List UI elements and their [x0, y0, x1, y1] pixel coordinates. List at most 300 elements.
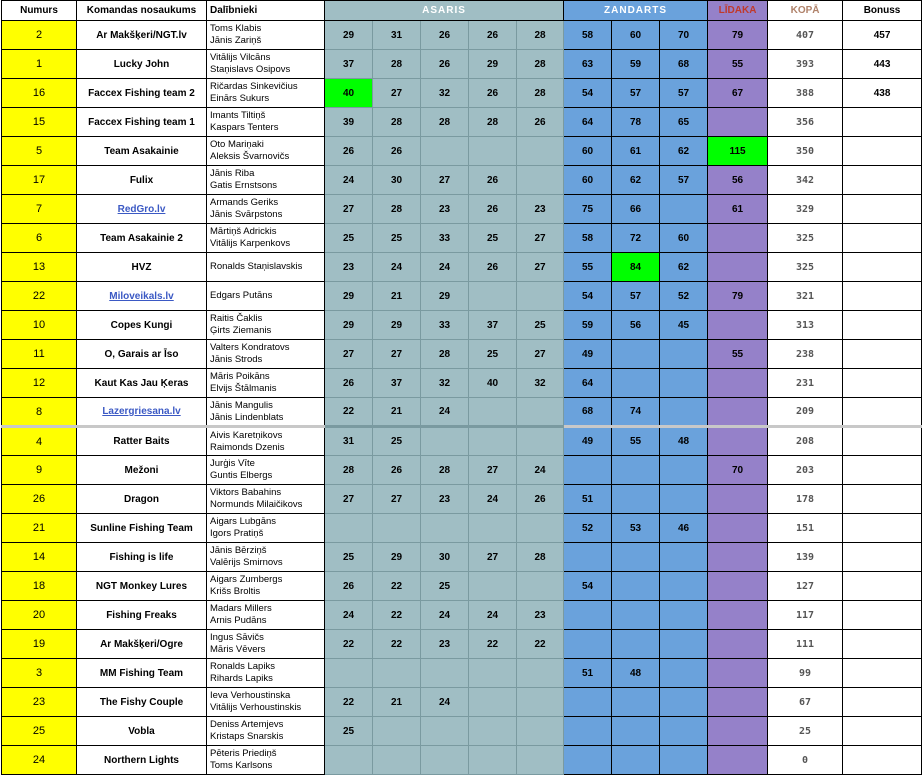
asaris-catch: 25: [469, 340, 517, 369]
lidaka-catch: [708, 601, 768, 630]
team-name-link[interactable]: Miloveikals.lv: [77, 282, 207, 311]
lidaka-catch: [708, 659, 768, 688]
zandarts-catch: [612, 601, 660, 630]
total-score: 111: [768, 630, 843, 659]
table-row: [2, 282, 922, 311]
team-name: O, Garais ar Īso: [77, 340, 207, 369]
zandarts-catch: 57: [660, 166, 708, 195]
asaris-catch: 26: [421, 21, 469, 50]
participant-name: Rihards Lapiks: [210, 673, 273, 684]
total-score: 313: [768, 311, 843, 340]
participant-name: Jurģis Vīte: [210, 458, 255, 469]
team-number: 1: [2, 50, 77, 79]
participants-cell: [207, 282, 325, 311]
asaris-catch: 25: [325, 543, 373, 572]
lidaka-catch: [708, 746, 768, 775]
team-name-link[interactable]: Lazergriesana.lv: [77, 398, 207, 427]
zandarts-catch: [660, 630, 708, 659]
table-row: [2, 514, 922, 543]
zandarts-catch: [660, 688, 708, 717]
participants-cell: [207, 21, 325, 50]
bonus-score: 443: [843, 50, 922, 79]
participants-cell: [207, 253, 325, 282]
team-name: Dragon: [77, 485, 207, 514]
zandarts-catch: [612, 572, 660, 601]
team-name: Faccex Fishing team 2: [77, 79, 207, 108]
zandarts-catch: 62: [612, 166, 660, 195]
bonus-score: [843, 659, 922, 688]
asaris-catch: 27: [373, 485, 421, 514]
asaris-catch: 24: [421, 688, 469, 717]
team-number: 12: [2, 369, 77, 398]
lidaka-catch: 55: [708, 50, 768, 79]
team-name: The Fishy Couple: [77, 688, 207, 717]
participants-cell: [207, 746, 325, 775]
asaris-catch: 29: [325, 282, 373, 311]
asaris-catch: 28: [373, 50, 421, 79]
zandarts-catch: 78: [612, 108, 660, 137]
participant-name: Viktors Babahins: [210, 487, 282, 498]
participant-name: Valters Kondratovs: [210, 342, 290, 353]
participant-name: Gatis Ernstsons: [210, 180, 278, 191]
zandarts-catch: 46: [660, 514, 708, 543]
zandarts-catch: 55: [564, 253, 612, 282]
asaris-catch: 28: [517, 79, 564, 108]
team-name: Copes Kungi: [77, 311, 207, 340]
zandarts-catch: 74: [612, 398, 660, 427]
zandarts-catch: 51: [564, 659, 612, 688]
asaris-catch: [517, 659, 564, 688]
participants-cell: [207, 311, 325, 340]
participant-name: Aigars Lubgāns: [210, 516, 277, 527]
team-name: NGT Monkey Lures: [77, 572, 207, 601]
asaris-catch: 24: [325, 166, 373, 195]
team-name: Ratter Baits: [77, 427, 207, 456]
participants-cell: [207, 340, 325, 369]
lidaka-catch: [708, 398, 768, 427]
zandarts-catch: 68: [564, 398, 612, 427]
zandarts-catch: [660, 601, 708, 630]
header-lidaka: LĪDAKA: [708, 1, 768, 21]
bonus-score: [843, 282, 922, 311]
asaris-catch: 24: [517, 456, 564, 485]
bonus-score: [843, 688, 922, 717]
team-number: 23: [2, 688, 77, 717]
participant-name: Madars Millers: [210, 603, 272, 614]
participant-name: Normunds Milaičikovs: [210, 499, 303, 510]
zandarts-catch: [660, 340, 708, 369]
table-row: [2, 79, 922, 108]
participant-name: Aleksis Švarnovičs: [210, 151, 290, 162]
asaris-catch: [469, 717, 517, 746]
zandarts-catch: [564, 543, 612, 572]
asaris-catch: [517, 514, 564, 543]
asaris-catch: 31: [373, 21, 421, 50]
participants-cell: [207, 166, 325, 195]
asaris-catch: 25: [373, 224, 421, 253]
table-row: [2, 572, 922, 601]
participants-cell: [207, 659, 325, 688]
asaris-catch: [469, 137, 517, 166]
bonus-score: [843, 398, 922, 427]
asaris-catch: 27: [325, 340, 373, 369]
team-name: Faccex Fishing team 1: [77, 108, 207, 137]
asaris-catch: 32: [421, 369, 469, 398]
asaris-catch: 31: [325, 427, 373, 456]
lidaka-catch: [708, 253, 768, 282]
participant-name: Māris Poikāns: [210, 371, 270, 382]
lidaka-catch: [708, 717, 768, 746]
zandarts-catch: 48: [612, 659, 660, 688]
participant-name: Edgars Putāns: [210, 290, 273, 301]
team-number: 17: [2, 166, 77, 195]
zandarts-catch: [660, 456, 708, 485]
participants-cell: [207, 456, 325, 485]
asaris-catch: 27: [517, 340, 564, 369]
team-number: 14: [2, 543, 77, 572]
participant-name: Ingus Sāvičs: [210, 632, 264, 643]
participant-name: Elvijs Štālmanis: [210, 383, 277, 394]
participant-name: Raimonds Dzenis: [210, 441, 285, 453]
zandarts-catch: [612, 369, 660, 398]
zandarts-catch: 58: [564, 21, 612, 50]
zandarts-catch: 58: [564, 224, 612, 253]
header-komanda: Komandas nosaukums: [77, 1, 207, 21]
asaris-catch: [469, 427, 517, 456]
asaris-catch: 23: [421, 630, 469, 659]
header-zandarts: ZANDARTS: [564, 1, 708, 21]
zandarts-catch: 70: [660, 21, 708, 50]
asaris-catch: 30: [421, 543, 469, 572]
asaris-catch: 29: [325, 311, 373, 340]
team-number: 19: [2, 630, 77, 659]
total-score: 407: [768, 21, 843, 50]
zandarts-catch: [564, 630, 612, 659]
bonus-score: 457: [843, 21, 922, 50]
table-row: [2, 485, 922, 514]
asaris-catch: 39: [325, 108, 373, 137]
participant-name: Kristaps Snarskis: [210, 731, 284, 742]
participant-name: Oto Mariņaki: [210, 139, 264, 150]
zandarts-catch: 75: [564, 195, 612, 224]
asaris-catch: 22: [373, 601, 421, 630]
bonus-score: [843, 311, 922, 340]
bonus-score: [843, 630, 922, 659]
total-score: 117: [768, 601, 843, 630]
zandarts-catch: [660, 717, 708, 746]
asaris-catch: 33: [421, 224, 469, 253]
team-name: Fishing is life: [77, 543, 207, 572]
zandarts-catch: 49: [564, 340, 612, 369]
zandarts-catch: 53: [612, 514, 660, 543]
total-score: 127: [768, 572, 843, 601]
bonus-score: [843, 369, 922, 398]
asaris-catch: [517, 572, 564, 601]
team-name-link[interactable]: RedGro.lv: [77, 195, 207, 224]
participant-name: Jānis Zariņš: [210, 35, 262, 46]
asaris-catch: [469, 514, 517, 543]
zandarts-catch: 64: [564, 369, 612, 398]
lidaka-catch: 70: [708, 456, 768, 485]
participant-name: Jānis Svārpstons: [210, 209, 283, 220]
participants-cell: [207, 630, 325, 659]
asaris-catch: 28: [517, 543, 564, 572]
table-row: [2, 311, 922, 340]
participant-name: Ronalds Lapiks: [210, 661, 275, 672]
team-name: HVZ: [77, 253, 207, 282]
team-name: Lucky John: [77, 50, 207, 79]
zandarts-catch: 54: [564, 79, 612, 108]
asaris-catch: 25: [373, 427, 421, 456]
zandarts-catch: 65: [660, 108, 708, 137]
zandarts-catch: 57: [660, 79, 708, 108]
zandarts-catch: [612, 543, 660, 572]
asaris-catch: 29: [373, 543, 421, 572]
total-score: 67: [768, 688, 843, 717]
participant-name: Einārs Sukurs: [210, 93, 270, 104]
zandarts-catch: [564, 688, 612, 717]
zandarts-catch: [612, 717, 660, 746]
asaris-catch: 28: [421, 108, 469, 137]
asaris-catch: 26: [469, 166, 517, 195]
asaris-catch: 24: [421, 601, 469, 630]
asaris-catch: 27: [517, 253, 564, 282]
participant-name: Jānis Lindenblats: [210, 411, 284, 423]
asaris-catch: [517, 137, 564, 166]
asaris-catch: 37: [469, 311, 517, 340]
participant-name: Aigars Zumbergs: [210, 574, 283, 585]
participant-name: Pēteris Priediņš: [210, 748, 277, 759]
total-score: 203: [768, 456, 843, 485]
asaris-catch: 23: [517, 601, 564, 630]
asaris-catch: 27: [325, 485, 373, 514]
team-name: Mežoni: [77, 456, 207, 485]
lidaka-catch: [708, 369, 768, 398]
team-name: Ar Makšķeri/Ogre: [77, 630, 207, 659]
asaris-catch: [517, 717, 564, 746]
zandarts-catch: [660, 485, 708, 514]
asaris-catch: [373, 514, 421, 543]
zandarts-catch: [564, 746, 612, 775]
bonus-score: [843, 195, 922, 224]
asaris-catch: 37: [373, 369, 421, 398]
zandarts-catch: [612, 456, 660, 485]
team-number: 20: [2, 601, 77, 630]
zandarts-catch: [612, 485, 660, 514]
table-row: [2, 50, 922, 79]
participant-name: Jānis Riba: [210, 168, 255, 179]
asaris-catch: 24: [373, 253, 421, 282]
lidaka-catch: 55: [708, 340, 768, 369]
table-row: [2, 166, 922, 195]
bonus-score: [843, 166, 922, 195]
table-row: [2, 427, 922, 456]
table-row: [2, 21, 922, 50]
zandarts-catch: 63: [564, 50, 612, 79]
zandarts-catch: [564, 456, 612, 485]
total-score: 325: [768, 253, 843, 282]
total-score: 151: [768, 514, 843, 543]
total-score: 238: [768, 340, 843, 369]
total-score: 342: [768, 166, 843, 195]
participants-cell: [207, 427, 325, 456]
participant-name: Jānis Bērziņš: [210, 545, 267, 556]
team-number: 10: [2, 311, 77, 340]
asaris-catch: 25: [469, 224, 517, 253]
asaris-catch: 22: [373, 630, 421, 659]
header-numurs: Numurs: [2, 1, 77, 21]
total-score: 139: [768, 543, 843, 572]
lidaka-catch: 61: [708, 195, 768, 224]
table-row: [2, 630, 922, 659]
asaris-catch: [373, 746, 421, 775]
participant-name: Staņislavs Osipovs: [210, 64, 291, 75]
team-number: 8: [2, 398, 77, 427]
team-name: Northern Lights: [77, 746, 207, 775]
asaris-catch: 40: [325, 79, 373, 108]
zandarts-catch: [612, 688, 660, 717]
asaris-catch: [517, 166, 564, 195]
asaris-catch: 27: [469, 456, 517, 485]
team-name: Sunline Fishing Team: [77, 514, 207, 543]
team-number: 25: [2, 717, 77, 746]
asaris-catch: [325, 659, 373, 688]
zandarts-catch: [660, 572, 708, 601]
team-number: 5: [2, 137, 77, 166]
asaris-catch: 26: [469, 79, 517, 108]
participants-cell: [207, 572, 325, 601]
zandarts-catch: 60: [564, 166, 612, 195]
zandarts-catch: [612, 630, 660, 659]
zandarts-catch: 61: [612, 137, 660, 166]
team-name: Vobla: [77, 717, 207, 746]
participant-name: Mārtiņš Adrickis: [210, 226, 277, 237]
header-row: [2, 1, 922, 21]
table-row: [2, 398, 922, 427]
asaris-catch: 26: [325, 137, 373, 166]
participant-name: Toms Klabis: [210, 23, 262, 34]
bonus-score: [843, 572, 922, 601]
participant-name: Armands Geriks: [210, 197, 279, 208]
zandarts-catch: [660, 195, 708, 224]
zandarts-catch: 66: [612, 195, 660, 224]
bonus-score: [843, 514, 922, 543]
asaris-catch: 26: [373, 456, 421, 485]
lidaka-catch: 79: [708, 21, 768, 50]
asaris-catch: 32: [421, 79, 469, 108]
asaris-catch: [373, 659, 421, 688]
asaris-catch: [517, 398, 564, 427]
zandarts-catch: 52: [660, 282, 708, 311]
table-row: [2, 253, 922, 282]
asaris-catch: [421, 746, 469, 775]
asaris-catch: 21: [373, 688, 421, 717]
asaris-catch: [421, 659, 469, 688]
asaris-catch: [373, 717, 421, 746]
zandarts-catch: [612, 340, 660, 369]
lidaka-catch: 115: [708, 137, 768, 166]
participant-name: Vitālijs Vilcāns: [210, 52, 271, 63]
asaris-catch: 25: [517, 311, 564, 340]
zandarts-catch: 56: [612, 311, 660, 340]
team-number: 26: [2, 485, 77, 514]
lidaka-catch: [708, 543, 768, 572]
asaris-catch: 29: [421, 282, 469, 311]
header-asaris: ASARIS: [325, 1, 564, 21]
asaris-catch: 26: [469, 195, 517, 224]
asaris-catch: 26: [517, 485, 564, 514]
lidaka-catch: [708, 485, 768, 514]
bonus-score: [843, 601, 922, 630]
asaris-catch: [469, 282, 517, 311]
team-number: 15: [2, 108, 77, 137]
asaris-catch: 27: [517, 224, 564, 253]
zandarts-catch: 62: [660, 137, 708, 166]
zandarts-catch: 48: [660, 427, 708, 456]
asaris-catch: 28: [517, 50, 564, 79]
participant-name: Toms Karlsons: [210, 760, 273, 771]
asaris-catch: 29: [325, 21, 373, 50]
zandarts-catch: 60: [564, 137, 612, 166]
asaris-catch: 26: [421, 50, 469, 79]
lidaka-catch: [708, 630, 768, 659]
total-score: 178: [768, 485, 843, 514]
lidaka-catch: [708, 514, 768, 543]
asaris-catch: 25: [325, 224, 373, 253]
total-score: 231: [768, 369, 843, 398]
lidaka-catch: 56: [708, 166, 768, 195]
total-score: 356: [768, 108, 843, 137]
asaris-catch: 26: [469, 253, 517, 282]
asaris-catch: [421, 427, 469, 456]
lidaka-catch: [708, 311, 768, 340]
team-number: 6: [2, 224, 77, 253]
bonus-score: 438: [843, 79, 922, 108]
asaris-catch: 29: [469, 50, 517, 79]
zandarts-catch: 45: [660, 311, 708, 340]
table-row: [2, 137, 922, 166]
asaris-catch: 24: [421, 398, 469, 427]
asaris-catch: 27: [373, 340, 421, 369]
asaris-catch: 26: [325, 369, 373, 398]
asaris-catch: 23: [421, 195, 469, 224]
participant-name: Kaspars Tenters: [210, 122, 279, 133]
participant-name: Ģirts Ziemanis: [210, 325, 272, 336]
header-bonuss: Bonuss: [843, 1, 922, 21]
asaris-catch: 27: [469, 543, 517, 572]
zandarts-catch: [564, 601, 612, 630]
zandarts-catch: 72: [612, 224, 660, 253]
team-number: 24: [2, 746, 77, 775]
participants-cell: [207, 50, 325, 79]
participant-name: Deniss Artemjevs: [210, 719, 284, 730]
table-row: [2, 456, 922, 485]
asaris-catch: 27: [421, 166, 469, 195]
header-dalibnieki: Dalībnieki: [207, 1, 325, 21]
participants-cell: [207, 717, 325, 746]
asaris-catch: 26: [517, 108, 564, 137]
asaris-catch: [325, 514, 373, 543]
asaris-catch: [469, 572, 517, 601]
zandarts-catch: [564, 717, 612, 746]
asaris-catch: [421, 717, 469, 746]
team-number: 2: [2, 21, 77, 50]
asaris-catch: 23: [325, 253, 373, 282]
team-number: 11: [2, 340, 77, 369]
asaris-catch: 28: [373, 108, 421, 137]
zandarts-catch: 54: [564, 572, 612, 601]
zandarts-catch: 84: [612, 253, 660, 282]
